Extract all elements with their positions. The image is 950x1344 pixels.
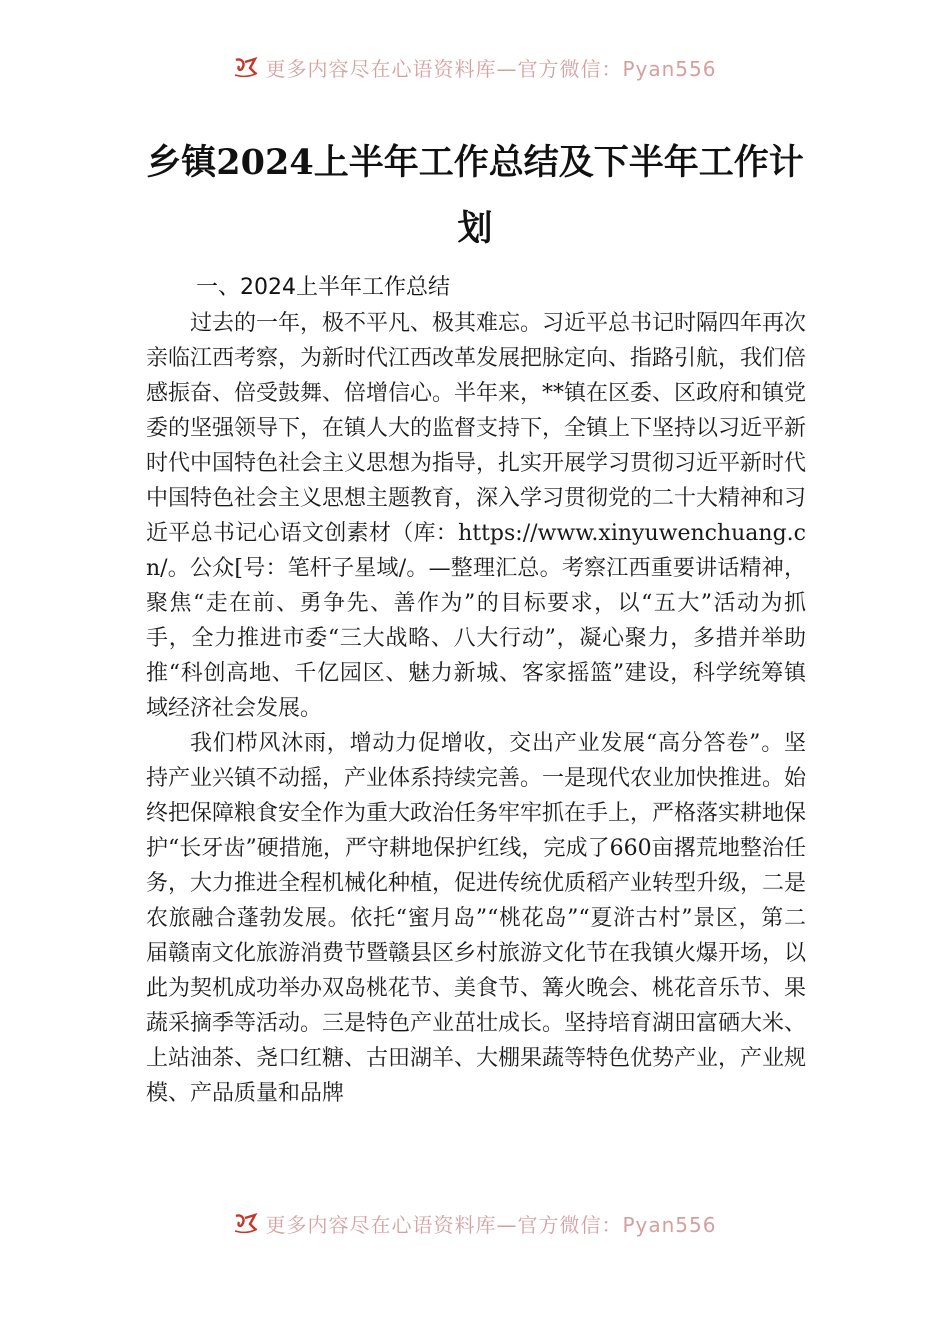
watermark-text: 更多内容尽在心语资料库—官方微信：Pyan556 [265,1212,717,1237]
watermark-text: 更多内容尽在心语资料库—官方微信：Pyan556 [265,56,717,81]
paragraph: 我们栉风沐雨，增动力促增收，交出产业发展“高分答卷”。坚持产业兴镇不动摇，产业体系持续完善。一是现代农业加快推进。始终把保障粮食安全作为重大政治任务牢牢抓在手上，严格落实耕地保护“长牙齿”硬措施，严守耕地保护红线，完成了660亩撂荒地整治任务，大力推进全程机械化种植，促进传统优质稻产业转型升级，二是农旅融合蓬勃发展。依托“蜜月岛”“桃花岛”“夏浒古村”景区，第二届赣南文化旅游消费节暨赣县区乡村旅游文化节在我镇火爆开场，以此为契机成功举办双岛桃花节、美食节、篝火晚会、桃花音乐节、果蔬采摘季等活动。三是特色产业茁壮成长。坚持培育湖田富硒大米、上站油茶、尧口红糖、古田湖羊、大棚果蔬等特色优势产业，产业规模、产品质量和品牌 [146,731,807,1106]
document-title: 乡镇2024上半年工作总结及下半年工作计划 [146,142,804,249]
paragraph: 过去的一年，极不平凡、极其难忘。习近平总书记时隔四年再次亲临江西考察，为新时代江西改革发展把脉定向、指路引航，我们倍感振奋、倍受鼓舞、倍增信心。半年来，**镇在区委、区政府和镇党委的坚强领导下，在镇人大的监督支持下，全镇上下坚持以习近平新时代中国特色社会主义思想为指导，扎实开展学习贯彻习近平新时代中国特色社会主义思想主题教育，深入学习贯彻党的二十大精神和习近平总书记心语文创素材（库：https://www.xinyuwenchuang.cn/。公众[号：笔杆子星域/。—整理汇总。考察江西重要讲话精神，聚焦“走在前、勇争先、善作为”的目标要求，以“五大”活动为抓手，全力推进市委“三大战略、八大行动”，凝心聚力，多措并举助推“科创高地、千亿园区、魅力新城、客家摇篮”建设，科学统筹镇域经济社会发展。 [146,311,807,721]
section-heading: 一、2024上半年工作总结 [196,275,450,300]
watermark-top [0,52,950,82]
watermark-logo-icon [233,56,259,78]
document-body [146,270,806,1111]
watermark-logo-icon [233,1212,259,1234]
watermark-bottom [0,1208,950,1238]
